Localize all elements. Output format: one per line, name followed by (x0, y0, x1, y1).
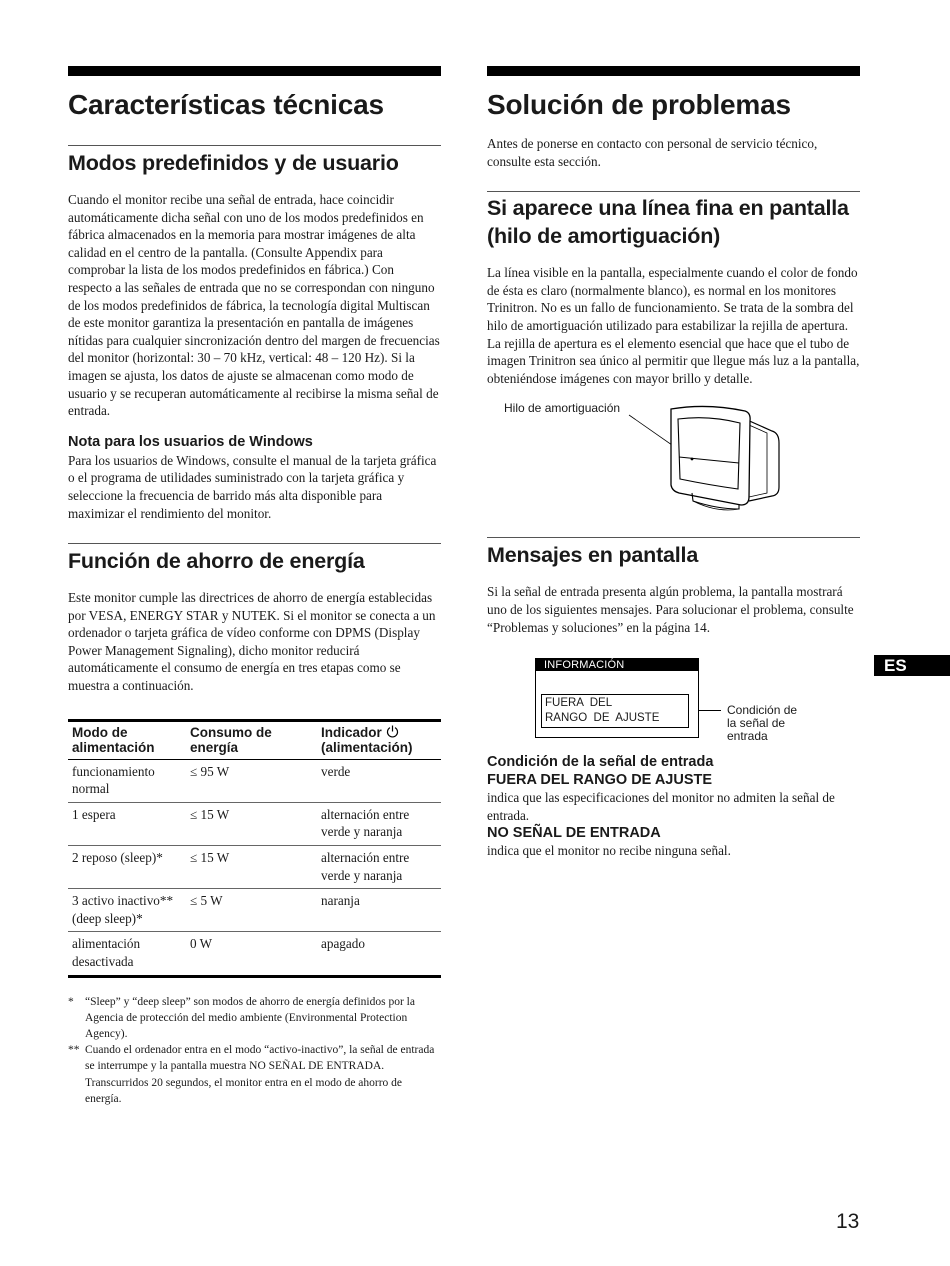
power-modes-table (68, 719, 441, 978)
osd-header: INFORMACIÓN (536, 659, 698, 671)
power-body: Este monitor cumple las directrices de ahorro de energía establecidas por VESA, ENERGY STAR y NUTEK. Si el monitor se conecta a un ordenador o tarjeta gráfica de vídeo conforme con DPMS (Display Power Management Signaling), dicho monitor reducirá automáticamente el consumo de energía en tres etapas como se muestra a continuación. (68, 590, 436, 694)
page-title: Características técnicas (68, 89, 384, 120)
cell-indicator: naranja (321, 893, 360, 909)
troubleshooting-intro: Antes de ponerse en contacto con personal de servicio técnico, consulte esta sección. (487, 136, 818, 169)
footnote-mark: * (68, 995, 74, 1008)
table-row (68, 889, 441, 932)
header-indicator-label: Indicador (321, 724, 382, 740)
section-divider (487, 537, 860, 538)
osd-callout-line: Condición de (727, 703, 798, 718)
title-bar (487, 66, 860, 76)
table-header-row (68, 720, 441, 759)
monitor-diagram (487, 401, 860, 511)
cell-mode: 2 reposo (sleep)* (72, 850, 163, 866)
modes-body: Cuando el monitor recibe una señal de entrada, hace coincidir automáticamente dicha señal con uno de los modos predefinidos en fábrica almacenados en la memoria para mostrar imágenes de alta calidad en el centro de la pantalla. (Consulte Appendix para comprobar la lista de los modos predefinidos en fábrica.) Con respecto a las señales de entrada que no se correspondan con ninguno de los modos predefinidos de fábrica, la tecnología digital Multiscan de este monitor garantiza la presentación en pantalla de imágenes nítidas para cualquier sincronización dentro del margen de frecuencias del monitor (horizontal: 30 – 70 kHz, vertical: 48 – 120 Hz). Si la imagen se ajusta, los datos de ajuste se almacenan como modo de usuario y se recuperan automáticamente al recibirse la misma señal de entrada. (68, 192, 440, 419)
out-of-range-body: indica que las especificaciones del monitor no admiten la señal de entrada. (487, 790, 835, 823)
windows-note-heading: Nota para los usuarios de Windows (68, 433, 313, 450)
header-mode: Modo de alimentación (72, 724, 155, 755)
damper-wire-label: Hilo de amortiguación (504, 401, 621, 416)
cell-mode: 3 activo inactivo** (deep sleep)* (72, 893, 174, 926)
table-row (68, 759, 441, 802)
cell-consumption: ≤ 95 W (190, 763, 230, 779)
cell-consumption: 0 W (190, 936, 213, 952)
language-tab: ES (874, 655, 950, 676)
section-divider (68, 145, 441, 146)
osd-callout-line: la señal de (727, 716, 786, 731)
cell-indicator: alternación entre verde y naranja (321, 850, 410, 883)
osd-message-box (541, 694, 689, 728)
footnote-text: Cuando el ordenador entra en el modo “activo-inactivo”, la señal de entrada se interrumpe y la pantalla muestra NO SEÑAL DE ENTRADA. Transcurridos 20 segundos, el monitor entra en el modo de ahorro de energía. (85, 1044, 435, 1105)
cell-consumption: ≤ 15 W (190, 850, 230, 866)
table-row (68, 802, 441, 845)
osd-example (487, 658, 860, 750)
power-icon (386, 725, 399, 738)
osd-messages-body: Si la señal de entrada presenta algún problema, la pantalla mostrará uno de los siguientes mensajes. Para solucionar el problema, consulte “Problemas y soluciones” en la página 14. (487, 584, 854, 635)
cell-indicator: alternación entre verde y naranja (321, 806, 410, 840)
osd-window (535, 658, 699, 738)
osd-callout-label (727, 704, 797, 743)
osd-messages-heading: Mensajes en pantalla (487, 543, 699, 568)
cell-mode: alimentación desactivada (72, 936, 141, 969)
cell-consumption: ≤ 15 W (190, 806, 230, 822)
cell-indicator: apagado (321, 936, 365, 952)
right-column (487, 66, 860, 860)
troubleshooting-title: Solución de problemas (487, 89, 791, 120)
section-divider (487, 191, 860, 192)
no-signal-body: indica que el monitor no recibe ninguna señal. (487, 843, 731, 859)
left-column (68, 66, 441, 1107)
cell-mode: funcionamiento normal (72, 763, 155, 797)
osd-message-line: RANGO DE AJUSTE (545, 711, 660, 724)
page-number: 13 (836, 1210, 860, 1233)
signal-condition-heading: Condición de la señal de entrada (487, 754, 714, 771)
footnote (68, 994, 441, 1043)
out-of-range-heading: FUERA DEL RANGO DE AJUSTE (487, 772, 713, 789)
modes-heading: Modos predefinidos y de usuario (68, 151, 399, 175)
windows-note-body: Para los usuarios de Windows, consulte el manual de la tarjeta gráfica o el programa de utilidades suministrado con la tarjeta gráfica y seleccione la frecuencia de barrido más alta disponible para maximizar el rendimiento del monitor. (68, 452, 437, 521)
no-signal-heading: NO SEÑAL DE ENTRADA (487, 825, 661, 842)
damper-line-body: La línea visible en la pantalla, especialmente cuando el color de fondo de ésta es claro (normalmente blanco), es normal en los monitores Trinitron. No es un fallo de funcionamiento. Se trata de la sombra del hilo de amortiguación utilizado para estabilizar la rejilla de apertura. La rejilla de apertura es el elemento esencial que hace que el tubo de imagen Trinitron sea único al permitir que llegue más luz a la pantalla, obteniéndose imágenes con mayor brillo y detalle. (487, 265, 860, 386)
header-indicator-sub: (alimentación) (321, 739, 413, 755)
cell-consumption: ≤ 5 W (190, 893, 223, 909)
power-heading: Función de ahorro de energía (68, 549, 365, 574)
table-row (68, 846, 441, 889)
header-consumption: Consumo de energía (190, 724, 272, 755)
monitor-illustration (487, 401, 860, 511)
osd-callout-line: entrada (727, 729, 768, 744)
footnote-mark: ** (68, 1044, 80, 1057)
cell-mode: 1 espera (72, 806, 116, 822)
section-divider (68, 543, 441, 544)
cell-indicator: verde (321, 763, 351, 779)
damper-line-heading: Si aparece una línea fina en pantalla (hilo de amortiguación) (487, 196, 849, 249)
callout-line (699, 710, 721, 711)
footnote (68, 1042, 441, 1107)
footnote-text: “Sleep” y “deep sleep” son modos de ahorro de energía definidos por la Agencia de protección del medio ambiente (Environmental Protection Agency). (85, 995, 415, 1040)
header-indicator (317, 720, 441, 759)
table-row (68, 932, 441, 976)
title-bar (68, 66, 441, 76)
osd-message-line: FUERA DEL (545, 697, 613, 710)
